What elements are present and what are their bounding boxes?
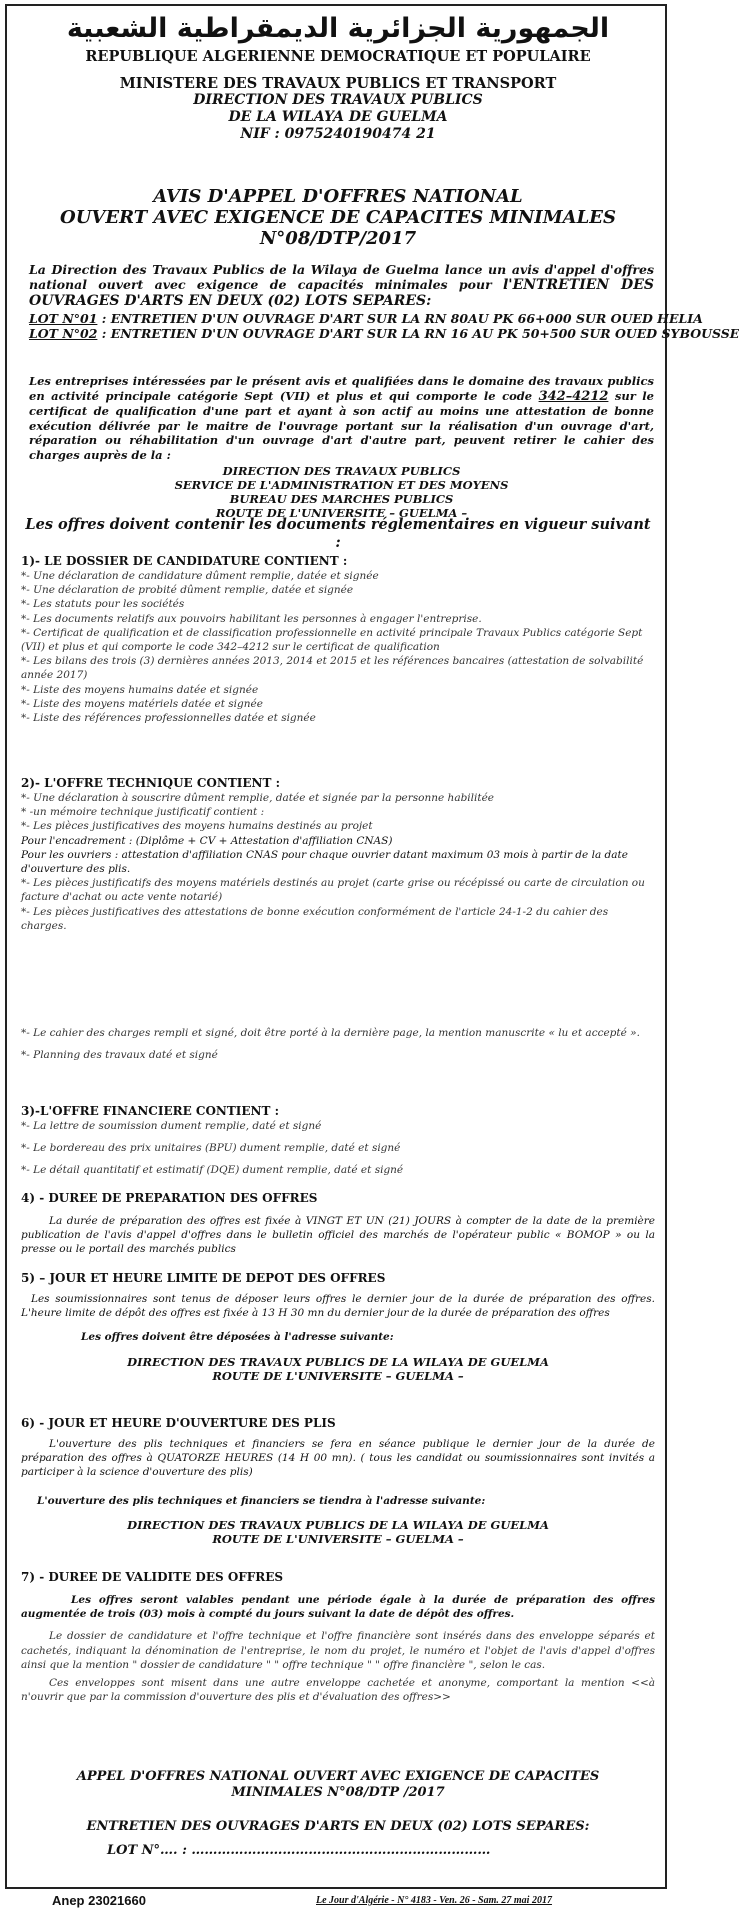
section-5-heading: 5) – JOUR ET HEURE LIMITE DE DEPOT DES OFFRES [21, 1271, 386, 1285]
documents-lead: Les offres doivent contenir les documents réglementaires en vigueur suivant : [25, 516, 651, 551]
address-line: ROUTE DE L'UNIVERSITE – GUELMA – [212, 1531, 464, 1546]
section-7-heading: 7) - DUREE DE VALIDITE DES OFFRES [21, 1570, 284, 1584]
nif-line: NIF : 0975240190474 21 [240, 126, 436, 142]
section-3-heading: 3)-L'OFFRE FINANCIERE CONTIENT : [21, 1104, 280, 1118]
list-item: *- Certificat de qualification et de classification professionnelle en activité principale Travaux Publics catégorie Sept (VII) et plus et qui comporte le code 342–4212 sur le certificat de qualification [21, 626, 643, 654]
list-item: Pour l'encadrement : (Diplôme + CV + Attestation d'affiliation CNAS) [21, 834, 393, 847]
ministry-line: MINISTERE DES TRAVAUX PUBLICS ET TRANSPORT [119, 75, 557, 92]
footer-line-3: ENTRETIEN DES OUVRAGES D'ARTS EN DEUX (02) LOTS SEPARES: [86, 1819, 590, 1834]
section-7-text: Les offres seront valables pendant une période égale à la durée de préparation des offres augmentée de trois (03) mois à compté du jours suivant la date de dépôt des offres. [21, 1594, 655, 1621]
list-item: *- Liste des références professionnelles datée et signée [21, 712, 316, 725]
list-item: Pour les ouvriers : attestation d'affiliation CNAS pour chaque ouvrier datant maximum 03 mois à partir de la date d'ouverture des plis. [21, 848, 628, 876]
section-6 [21, 1416, 655, 1546]
intro [29, 256, 739, 341]
address-line: BUREAU DES MARCHES PUBLICS [229, 492, 454, 506]
section-2-heading: 2)- L'OFFRE TECHNIQUE CONTIENT : [21, 776, 281, 790]
journal-reference: Le Jour d'Algérie - N° 4183 - Ven. 26 - Sam. 27 mai 2017 [316, 1895, 552, 1906]
opening-lead: L'ouverture des plis techniques et financiers se tiendra à l'adresse suivante: [37, 1494, 486, 1507]
section-1-heading: 1)- LE DOSSIER DE CANDIDATURE CONTIENT : [21, 554, 348, 568]
list-item: *- Les pièces justificatifs des moyens matériels destinés au projet (carte grise ou récépissé ou carte de circulation ou facture d'achat ou acte vente notarié) [21, 877, 645, 904]
eligibility [29, 366, 654, 520]
deposit-lead: Les offres doivent être déposées à l'adresse suivante: [81, 1331, 394, 1344]
section-7 [21, 1570, 655, 1704]
eligibility-paragraph: Les entreprises intéressées par le présent avis et qualifiées dans le domaine des travaux publics en activité principale catégorie Sept (VII) et plus et qui comporte le code 342–4212 sur le certificat de qualification d'une part et ayant à son actif au moins une attestation de bonne exécution délivrée par le maitre de l'ouvrage portant sur la réalisation d'un ouvrage d'art, réparation ou réhabilitation d'un ouvrage d'art d'autre part, peuvent retirer le cahier des charges auprès de la : [29, 374, 654, 462]
header [21, 6, 655, 143]
list-item: * -un mémoire technique justificatif contient : [21, 806, 265, 819]
deposit-address [21, 1355, 655, 1383]
list-item: *- Une déclaration de probité dûment remplie, datée et signée [21, 584, 354, 597]
section-2 [21, 776, 655, 933]
list-item: *- Les pièces justificatives des attestations de bonne exécution conformément de l'article 24-1-2 du cahier des charges. [21, 905, 609, 932]
list-item: *- Une déclaration de candidature dûment remplie, datée et signée [21, 570, 379, 582]
list-item: *- Les documents relatifs aux pouvoirs habilitant les personnes à engager l'entreprise. [21, 612, 482, 625]
section-6-heading: 6) - JOUR ET HEURE D'OUVERTURE DES PLIS [21, 1416, 336, 1430]
list-item: *- Les bilans des trois (3) dernières années 2013, 2014 et 2015 et les références bancaires (attestation de solvabilité année 2017) [21, 655, 644, 682]
direction-line: DIRECTION DES TRAVAUX PUBLICS [193, 92, 483, 108]
title-line-1: AVIS D'APPEL D'OFFRES NATIONAL [153, 186, 523, 207]
title-line-2: OUVERT AVEC EXIGENCE DE CAPACITES MINIMALES [60, 207, 616, 228]
section-6-text: L'ouverture des plis techniques et financiers se fera en séance publique le dernier jour de la durée de préparation des offres à QUATORZE HEURES (14 H 00 mn). ( tous les candidat ou soumissionnaires sont invités a participer à la science d'ouverture des plis) [21, 1438, 655, 1479]
section-3 [21, 1104, 655, 1178]
outer-envelope-text: Ces enveloppes sont misent dans une autre enveloppe cachetée et anonyme, comportant la mention <<à n'ouvrir que par la commission d'ouverture des plis et d'évaluation des offres>> [21, 1677, 655, 1704]
list-item: *- Une déclaration à souscrire dûment remplie, datée et signée par la personne habilitée [21, 792, 495, 804]
list-item: *- Le bordereau des prix unitaires (BPU) dument remplie, daté et signé [21, 1142, 401, 1155]
opening-address [21, 1518, 655, 1546]
wilaya-line: DE LA WILAYA DE GUELMA [228, 109, 448, 125]
address-line: DIRECTION DES TRAVAUX PUBLICS [222, 464, 461, 478]
notice-title [21, 186, 655, 249]
arabic-title: الجمهورية الجزائرية الديمقراطية الشعبية [66, 13, 610, 44]
list-item: *- La lettre de soumission dument remplie, daté et signé [21, 1120, 322, 1132]
tender-notice [5, 4, 739, 1889]
footer-line-1: APPEL D'OFFRES NATIONAL OUVERT AVEC EXIGENCE DE CAPACITES [76, 1769, 600, 1784]
retrieval-address [29, 464, 654, 520]
section-5-text: Les soumissionnaires sont tenus de déposer leurs offres le dernier jour de la durée de préparation des offres. L'heure limite de dépôt des offres est fixée à 13 H 30 mn du dernier jour de la durée de préparation des offres [21, 1293, 655, 1320]
bottom-bar [0, 1890, 675, 1913]
lot-2: LOT N°02 : ENTRETIEN D'UN OUVRAGE D'ART SUR LA RN 16 AU PK 50+500 SUR OUED SYBOUSSE [29, 326, 739, 341]
list-item: *- Planning des travaux daté et signé [21, 1049, 218, 1062]
address-line: DIRECTION DES TRAVAUX PUBLICS DE LA WILAYA DE GUELMA [127, 1354, 549, 1369]
section-4-heading: 4) - DUREE DE PREPARATION DES OFFRES [21, 1191, 318, 1205]
list-item: *- Les pièces justificatives des moyens humains destinés au projet [21, 820, 373, 833]
address-line: ROUTE DE L'UNIVERSITE – GUELMA – [215, 506, 468, 520]
section-1 [21, 516, 655, 725]
section-4-text: La durée de préparation des offres est fixée à VINGT ET UN (21) JOURS à compter de la date de la première publication de l'avis d'appel d'offres dans le bulletin officiel des marchés de l'opérateur public « BOMOP » ou la presse ou le portail des marchés publics [21, 1215, 655, 1256]
title-line-3: N°08/DTP/2017 [259, 228, 417, 249]
list-item: *- Le détail quantitatif et estimatif (DQE) dument remplie, daté et signé [21, 1164, 404, 1177]
republic-line: REPUBLIQUE ALGERIENNE DEMOCRATIQUE ET POPULAIRE [85, 48, 591, 65]
section-5 [21, 1271, 655, 1383]
anep-reference: Anep 23021660 [52, 1893, 146, 1908]
list-item: *- Les statuts pour les sociétés [21, 598, 185, 611]
list-item: *- Liste des moyens humains datée et signée [21, 683, 259, 696]
footer-block [21, 1769, 655, 1859]
list-item: *- Liste des moyens matériels datée et signée [21, 697, 263, 710]
lot-1: LOT N°01 : ENTRETIEN D'UN OUVRAGE D'ART SUR LA RN 80AU PK 66+000 SUR OUED HELIA [29, 311, 703, 326]
address-line: ROUTE DE L'UNIVERSITE – GUELMA – [212, 1368, 464, 1383]
list-item: *- Le cahier des charges rempli et signé, doit être porté à la dernière page, la mention manuscrite « lu et accepté ». [21, 1027, 640, 1039]
address-line: DIRECTION DES TRAVAUX PUBLICS DE LA WILAYA DE GUELMA [127, 1517, 549, 1532]
lot-placeholder-line: LOT N°…. : …………………………………………………………… [107, 1843, 491, 1858]
envelope-text: Le dossier de candidature et l'offre technique et l'offre financière sont insérés dans des enveloppe séparés et cachetés, indiquant la dénomination de l'entreprise, le nom du projet, le numéro et l'objet de l'avis d'appel d'offres ainsi que la mention " dossier de candidature " " offre technique " " offre financière ", selon le cas. [21, 1630, 655, 1671]
address-line: SERVICE DE L'ADMINISTRATION ET DES MOYENS [174, 478, 509, 492]
section-4 [21, 1191, 655, 1257]
section-2-continued [21, 1026, 655, 1062]
intro-paragraph: La Direction des Travaux Publics de la Wilaya de Guelma lance un avis d'appel d'offres national ouvert avec exigence de capacités minimales pour l'ENTRETIEN DES OUVRAGES D'ARTS EN DEUX (02) LOTS SEPARES: [29, 262, 654, 309]
footer-line-2: MINIMALES N°08/DTP /2017 [231, 1785, 445, 1800]
